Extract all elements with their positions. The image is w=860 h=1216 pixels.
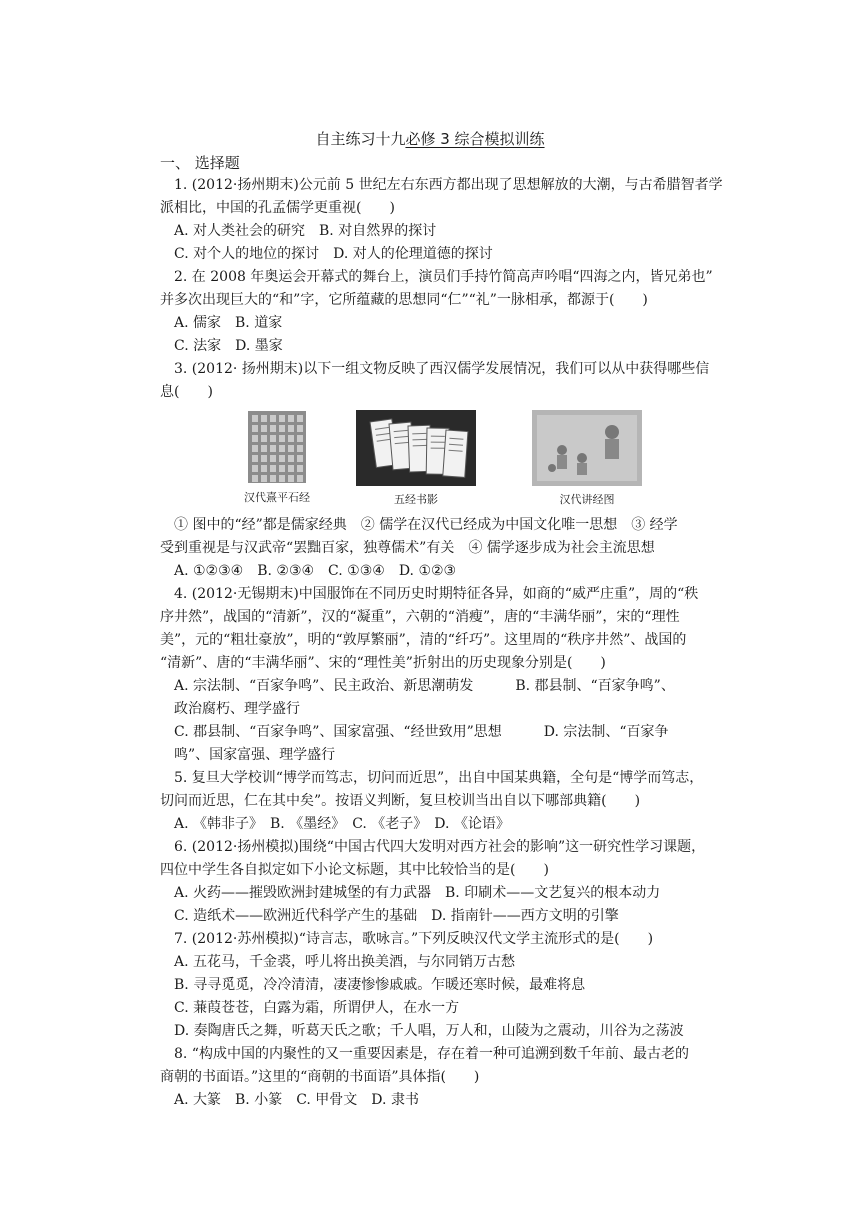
answer-option-line: C. 郡县制、“百家争鸣”、国家富强、“经世致用”思想 D. 宗法制、“百家争: [174, 724, 669, 740]
question-stem-line: 息( ): [160, 384, 213, 400]
title-prefix: 自主练习十九: [315, 130, 406, 148]
answer-option-line: D. 奏陶唐氏之舞，听葛天氏之歌；千人唱，万人和，山陵为之震动，川谷为之荡波: [174, 1023, 684, 1039]
question-stem-line: “清新”、唐的“丰满华丽”、宋的“理性美”折射出的历史现象分别是( ): [160, 655, 606, 671]
answer-option-line: 政治腐朽、理学盛行: [174, 701, 300, 717]
answer-option-line: C. 造纸术——欧洲近代科学产生的基础 D. 指南针——西方文明的引擎: [174, 908, 619, 924]
books-image: [356, 410, 476, 486]
answer-option-line: A. 《韩非子》 B. 《墨经》 C. 《老子》 D. 《论语》: [174, 816, 510, 832]
answer-option-line: 鸣”、国家富强、理学盛行: [174, 747, 336, 763]
statement-line: ① 图中的“经”都是儒家经典 ② 儒学在汉代已经成为中国文化唯一思想 ③ 经学: [174, 517, 678, 533]
question-stem-line: 6. (2012·扬州模拟)围绕“中国古代四大发明对西方社会的影响”这一研究性学习课题，: [174, 839, 706, 855]
answer-option-line: C. 蒹葭苍苍，白露为霜，所谓伊人，在水一方: [174, 1000, 460, 1016]
answer-option-line: C. 法家 D. 墨家: [174, 338, 283, 354]
question-stem-line: 商朝的书面语。”这里的“商朝的书面语”具体指( ): [160, 1069, 480, 1085]
question-stem-line: 5. 复旦大学校训“博学而笃志，切问而近思”，出自中国某典籍，全句是“博学而笃志，: [174, 770, 704, 786]
question-stem-line: 8. “构成中国的内聚性的又一重要因素是，存在着一种可追溯到数千年前、最古老的: [174, 1046, 689, 1062]
title-suffix: 必修 3 综合模拟训练: [405, 130, 545, 148]
figure: [244, 410, 310, 509]
answer-option-line: A. ①②③④ B. ②③④ C. ①③④ D. ①②③: [174, 563, 457, 579]
statement-line: 受到重视是与汉武帝“罢黜百家，独尊儒术”有关 ④ 儒学逐步成为社会主流思想: [160, 540, 655, 556]
figure-caption: 汉代讲经图: [559, 493, 615, 506]
figure: [532, 410, 642, 511]
question-stem-line: 3. (2012· 扬州期末)以下一组文物反映了西汉儒学发展情况，我们可以从中获得哪些信: [174, 361, 710, 377]
stone-tablet-image: [244, 410, 310, 484]
question-stem-line: 2. 在 2008 年奥运会开幕式的舞台上，演员们手持竹简高声吟唱“四海之内，皆兄弟也”: [174, 269, 713, 285]
figure-row: [160, 406, 730, 510]
question-stem-line: 1. (2012·扬州期末)公元前 5 世纪左右东西方都出现了思想解放的大潮，与古希腊智者学: [174, 177, 723, 193]
answer-option-line: A. 儒家 B. 道家: [174, 315, 283, 331]
figure-caption: 汉代熹平石经: [244, 491, 310, 504]
answer-option-line: B. 寻寻觅觅，冷冷清清，凄凄惨惨戚戚。乍暖还寒时候，最难将息: [174, 977, 586, 993]
question-stem-line: 美”，元的“粗壮豪放”，明的“敦厚繁丽”，清的“纤巧”。这里周的“秩序井然”、战国的: [160, 632, 687, 648]
question-stem-line: 4. (2012·无锡期末)中国服饰在不同历史时期特征各异，如商的“威严庄重”，周的“秩: [174, 586, 699, 602]
question-stem-line: 并多次出现巨大的“和”字，它所蕴藏的思想同“仁”“礼”一脉相承，都源于( ): [160, 292, 648, 308]
section-heading: 一、 选择题: [160, 154, 240, 172]
figure-caption: 五经书影: [394, 493, 438, 506]
answer-option-line: A. 火药——摧毁欧洲封建城堡的有力武器 B. 印刷术——文艺复兴的根本动力: [174, 885, 661, 901]
answer-option-line: A. 五花马，千金裘，呼儿将出换美酒，与尔同销万古愁: [174, 954, 516, 970]
question-stem-line: 四位中学生各自拟定如下小论文标题，其中比较恰当的是( ): [160, 862, 549, 878]
answer-option-line: C. 对个人的地位的探讨 D. 对人的伦理道德的探讨: [174, 246, 493, 262]
question-stem-line: 派相比，中国的孔孟儒学更重视( ): [160, 200, 395, 216]
question-stem-line: 7. (2012·苏州模拟)“诗言志，歌咏言。”下列反映汉代文学主流形式的是( ): [174, 931, 654, 947]
answer-option-line: A. 大篆 B. 小篆 C. 甲骨文 D. 隶书: [174, 1092, 419, 1108]
answer-option-line: A. 宗法制、“百家争鸣”、民主政治、新思潮萌发 B. 郡县制、“百家争鸣”、: [174, 678, 675, 694]
page-title: [0, 128, 860, 149]
answer-option-line: A. 对人类社会的研究 B. 对自然界的探讨: [174, 223, 437, 239]
question-list: [160, 174, 730, 1112]
question-stem-line: 序井然”，战国的“清新”，汉的“凝重”，六朝的“消瘦”，唐的“丰满华丽”，宋的“理性: [160, 609, 680, 625]
figure: [356, 410, 476, 511]
question-stem-line: 切问而近思，仁在其中矣”。按语义判断，复旦校训当出自以下哪部典籍( ): [160, 793, 641, 809]
lecture-painting-image: [532, 410, 642, 486]
